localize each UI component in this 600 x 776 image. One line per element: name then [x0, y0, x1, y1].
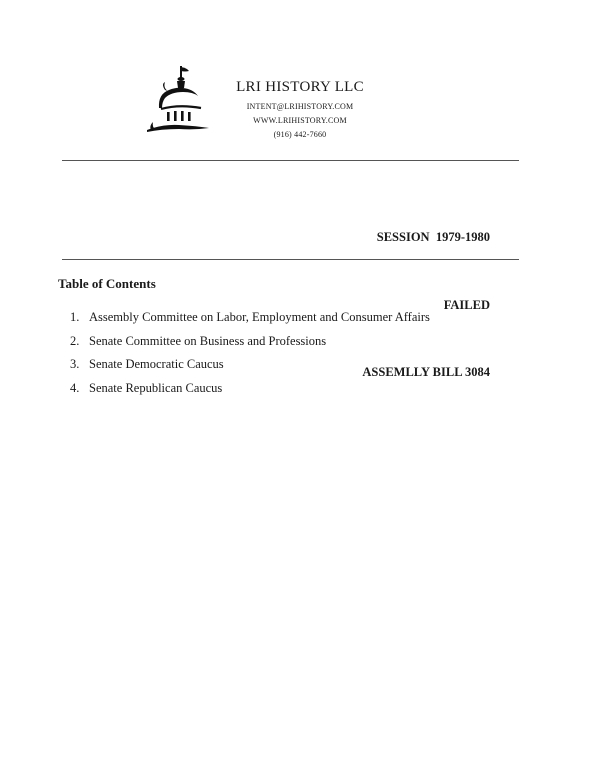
- company-name: LRI HISTORY LLC: [236, 79, 364, 95]
- toc-item-number: 3.: [70, 357, 80, 371]
- letterhead-company-info: [200, 78, 400, 142]
- toc-title: Table of Contents: [58, 276, 156, 291]
- company-website: WWW.LRIHISTORY.COM: [253, 116, 347, 125]
- company-email: INTENT@LRIHISTORY.COM: [246, 102, 354, 111]
- toc-item-number: 4.: [70, 380, 80, 395]
- toc-list: [70, 306, 430, 400]
- session-label: SESSION 1979-1980: [376, 230, 490, 244]
- toc-item: [70, 330, 430, 354]
- toc-item: [70, 353, 430, 377]
- toc-item-label: Assembly Committee on Labor, Employment and Consumer Affairs: [89, 310, 430, 324]
- bill-number: ASSEMLLY BILL 3084: [362, 365, 490, 379]
- bill-status: FAILED: [443, 297, 490, 312]
- toc-item: [70, 377, 430, 401]
- header-divider: [62, 160, 519, 161]
- company-phone: (916) 442-7660: [273, 130, 327, 139]
- toc-item: [70, 306, 430, 330]
- toc-item-number: 1.: [70, 310, 80, 324]
- toc-item-label: Senate Democratic Caucus: [89, 357, 224, 371]
- toc-item-label: Senate Committee on Business and Professions: [89, 333, 327, 348]
- toc-item-label: Senate Republican Caucus: [89, 380, 223, 395]
- bill-info-divider: [62, 259, 519, 260]
- toc-item-number: 2.: [70, 333, 80, 348]
